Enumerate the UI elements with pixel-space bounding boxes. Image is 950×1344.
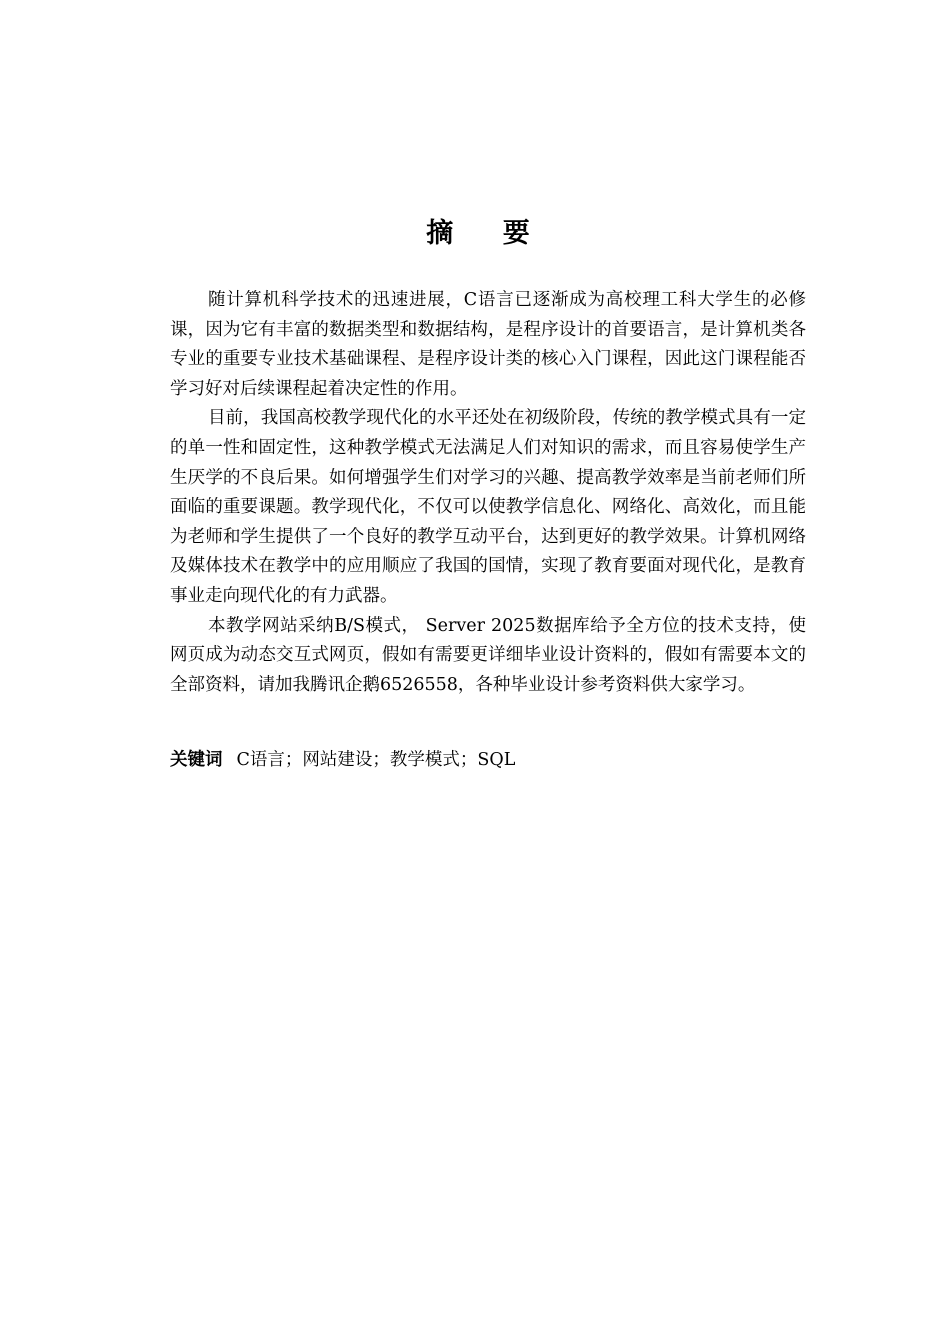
abstract-body <box>170 286 806 700</box>
keywords-line <box>170 745 806 775</box>
abstract-title: 摘 要 <box>426 218 550 249</box>
abstract-paragraph-2: 目前，我国高校教学现代化的水平还处在初级阶段，传统的教学模式具有一定的单一性和固定性，这种教学模式无法满足人们对知识的需求，而且容易使学生产生厌学的不良后果。如何增强学生们对学习的兴趣、提高教学效率是当前老师们所面临的重要课题。教学现代化，不仅可以使教学信息化、网络化、高效化，而且能为老师和学生提供了一个良好的教学互动平台，达到更好的教学效果。计算机网络及媒体技术在教学中的应用顺应了我国的国情，实现了教育要面对现代化，是教育事业走向现代化的有力武器。 <box>170 408 806 606</box>
keywords-label: 关键词 <box>170 750 223 770</box>
keywords-value: C语言；网站建设；教学模式；SQL <box>236 750 516 770</box>
abstract-paragraph-3: 本教学网站采纳B/S模式， Server 2025数据库给予全方位的技术支持，使网页成为动态交互式网页，假如有需要更详细毕业设计资料的，假如有需要本文的全部资料，请加我腾讯企鹅6526558，各种毕业设计参考资料供大家学习。 <box>170 615 806 695</box>
abstract-paragraph-1: 随计算机科学技术的迅速进展，C语言已逐渐成为高校理工科大学生的必修课，因为它有丰富的数据类型和数据结构，是程序设计的首要语言，是计算机类各专业的重要专业技术基础课程、是程序设计类的核心入门课程，因此这门课程能否学习好对后续课程起着决定性的作用。 <box>170 290 806 399</box>
